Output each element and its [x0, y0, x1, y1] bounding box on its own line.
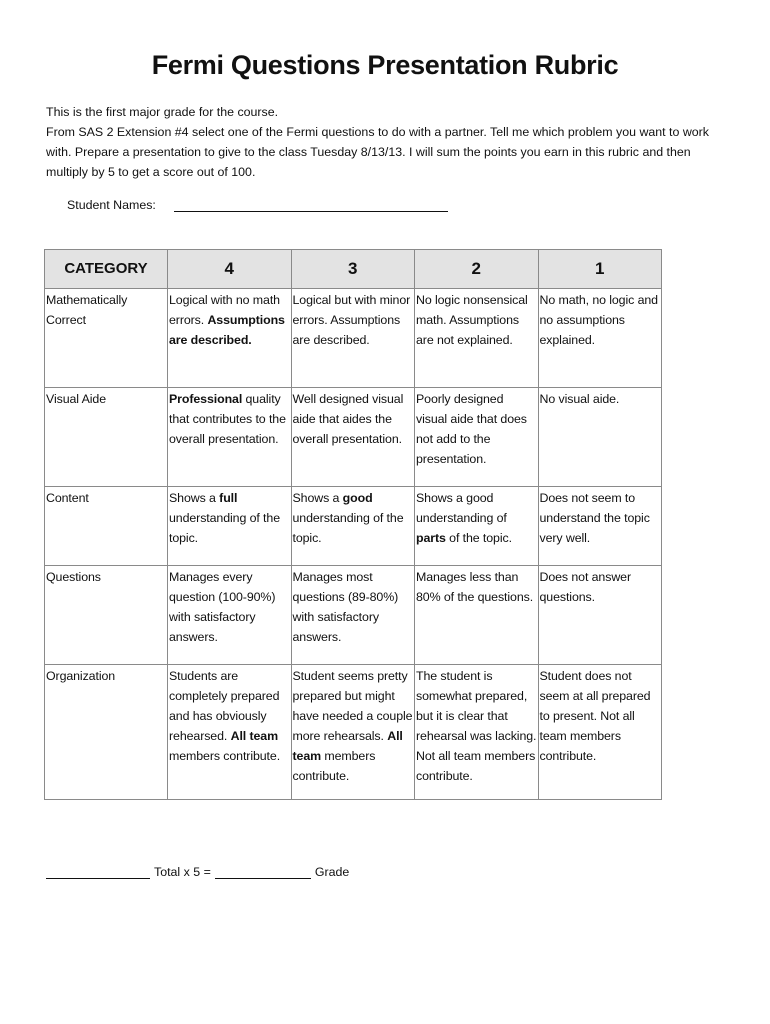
cell-text: Shows a good understanding of	[416, 491, 507, 525]
cell-2	[415, 487, 539, 566]
total-row	[46, 864, 349, 879]
cell-text: understanding of the topic.	[292, 511, 404, 545]
total-points-field[interactable]	[46, 864, 150, 879]
row-category: Visual Aide	[45, 388, 168, 487]
grade-label: Grade	[314, 865, 350, 879]
cell-bold-text: All team	[230, 729, 278, 743]
cell-3	[291, 487, 415, 566]
cell-3: Well designed visual aide that aides the overall presentation.	[291, 388, 415, 487]
header-1: 1	[538, 250, 662, 289]
cell-2: The student is somewhat prepared, but it is clear that rehearsal was lacking. Not all team members contribute.	[415, 665, 539, 800]
cell-3: Logical but with minor errors. Assumptions are described.	[291, 289, 415, 388]
cell-1: Does not seem to understand the topic very well.	[538, 487, 662, 566]
cell-2: Manages less than 80% of the questions.	[415, 566, 539, 665]
cell-3: Manages most questions (89-80%) with satisfactory answers.	[291, 566, 415, 665]
student-names-row	[67, 197, 448, 212]
cell-bold-text: parts	[416, 531, 446, 545]
intro-text	[46, 102, 736, 182]
cell-text: members contribute.	[169, 749, 281, 763]
total-label: Total x 5 =	[154, 865, 211, 879]
rubric-table	[44, 249, 662, 800]
cell-text: quality that contributes to the overall presentation.	[169, 392, 286, 446]
cell-1: Does not answer questions.	[538, 566, 662, 665]
intro-line-1: This is the first major grade for the course.	[46, 105, 279, 119]
cell-2: Poorly designed visual aide that does not add to the presentation.	[415, 388, 539, 487]
cell-4	[168, 289, 292, 388]
cell-4	[168, 665, 292, 800]
row-category: Mathematically Correct	[45, 289, 168, 388]
table-row	[45, 487, 662, 566]
cell-text: Shows a	[292, 491, 343, 505]
table-row	[45, 289, 662, 388]
cell-bold-text: full	[219, 491, 238, 505]
cell-text: Shows a	[169, 491, 220, 505]
header-2: 2	[415, 250, 539, 289]
cell-bold-text: good	[342, 491, 373, 505]
table-row	[45, 665, 662, 800]
cell-text: Student seems pretty prepared but might have needed a couple more rehearsals.	[292, 669, 413, 743]
cell-text: of the topic.	[445, 531, 512, 545]
grade-field[interactable]	[215, 864, 311, 879]
cell-bold-text: Professional	[169, 392, 243, 406]
cell-bold-text: All team	[292, 729, 403, 763]
cell-text: members contribute.	[292, 749, 376, 783]
row-category: Organization	[45, 665, 168, 800]
cell-3	[291, 665, 415, 800]
header-category: CATEGORY	[45, 250, 168, 289]
cell-text: understanding of the topic.	[169, 511, 280, 545]
student-names-field[interactable]	[174, 197, 448, 212]
header-3: 3	[291, 250, 415, 289]
cell-4	[168, 487, 292, 566]
table-row	[45, 388, 662, 487]
header-row	[45, 250, 662, 289]
intro-line-2: From SAS 2 Extension #4 select one of the Fermi questions to do with a partner. Tell me which problem you want to work with. Prepare a presentation to give to the class Tuesday 8/13/13. I will sum the points you earn in this rubric and then multiply by 5 to get a score out of 100.	[46, 125, 709, 179]
row-category: Content	[45, 487, 168, 566]
cell-1: No visual aide.	[538, 388, 662, 487]
page-title: Fermi Questions Presentation Rubric	[151, 50, 619, 80]
table-row	[45, 566, 662, 665]
cell-1: No math, no logic and no assumptions explained.	[538, 289, 662, 388]
cell-1: Student does not seem at all prepared to present. Not all team members contribute.	[538, 665, 662, 800]
student-names-label: Student Names:	[67, 198, 156, 212]
cell-4: Manages every question (100-90%) with satisfactory answers.	[168, 566, 292, 665]
cell-2: No logic nonsensical math. Assumptions are not explained.	[415, 289, 539, 388]
cell-bold-text: Assumptions are described.	[169, 313, 285, 347]
cell-4	[168, 388, 292, 487]
row-category: Questions	[45, 566, 168, 665]
cell-text: Students are completely prepared and has obviously rehearsed.	[169, 669, 280, 743]
cell-text: Logical with no math errors.	[169, 293, 280, 327]
header-4: 4	[168, 250, 292, 289]
